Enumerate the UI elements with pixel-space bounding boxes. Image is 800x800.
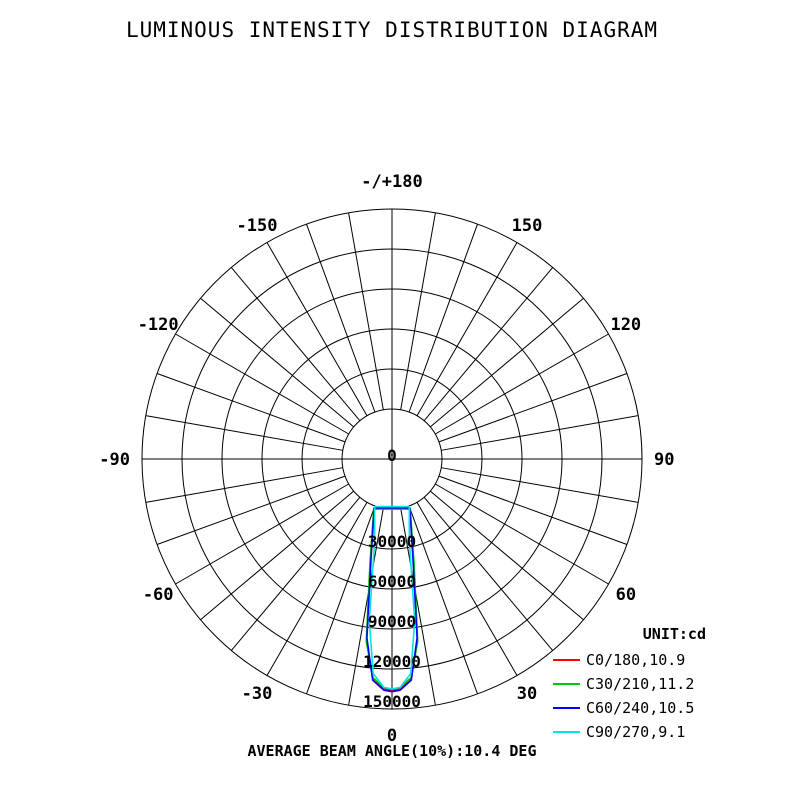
grid-spoke	[200, 491, 353, 620]
grid-spoke	[231, 497, 360, 650]
grid-spoke	[430, 491, 583, 620]
unit-label: UNIT:cd	[642, 625, 706, 643]
angle-label: -30	[241, 683, 273, 704]
grid-spoke	[430, 298, 583, 427]
grid-spoke	[157, 476, 345, 544]
grid-spoke	[441, 416, 638, 451]
angle-label: 120	[610, 315, 642, 335]
radial-label: 90000	[367, 612, 417, 631]
angle-label: -60	[142, 585, 174, 605]
grid-spoke	[146, 416, 343, 451]
chart-title: LUMINOUS INTENSITY DISTRIBUTION DIAGRAM	[125, 18, 659, 42]
radial-label: 120000	[363, 652, 421, 671]
angle-label: -120	[137, 315, 179, 335]
average-beam-angle: AVERAGE BEAM ANGLE(10%):10.4 DEG	[247, 742, 537, 760]
legend-label: C0/180,10.9	[586, 651, 686, 669]
grid-spoke	[349, 213, 384, 410]
grid-spoke	[439, 373, 627, 441]
legend-label: C90/270,9.1	[586, 723, 686, 741]
grid-spoke	[439, 476, 627, 544]
angle-label: -90	[99, 450, 130, 470]
radial-label: 0	[387, 446, 397, 465]
grid-spoke	[441, 468, 638, 503]
grid-spoke	[157, 373, 345, 441]
legend-label: C60/240,10.5	[586, 699, 695, 717]
radial-label: 60000	[367, 572, 417, 591]
angle-label: 30	[516, 683, 538, 704]
angle-label: 90	[654, 450, 675, 470]
grid-spoke	[231, 267, 360, 420]
legend	[553, 625, 706, 741]
radial-label: 150000	[363, 692, 421, 711]
grid-spoke	[424, 497, 553, 650]
radial-label: 30000	[367, 532, 417, 551]
grid-spoke	[424, 267, 553, 420]
angle-label: 0	[386, 726, 398, 746]
angle-label: 60	[615, 585, 637, 605]
grid-spoke	[306, 224, 374, 412]
grid-spoke	[146, 468, 343, 503]
angle-label: 150	[511, 216, 543, 237]
grid-spoke	[401, 213, 436, 410]
angle-label: -/+180	[361, 172, 423, 192]
legend-label: C30/210,11.2	[586, 675, 695, 693]
grid-spoke	[409, 224, 477, 412]
grid-spoke	[200, 298, 353, 427]
angle-label: -150	[236, 216, 278, 237]
